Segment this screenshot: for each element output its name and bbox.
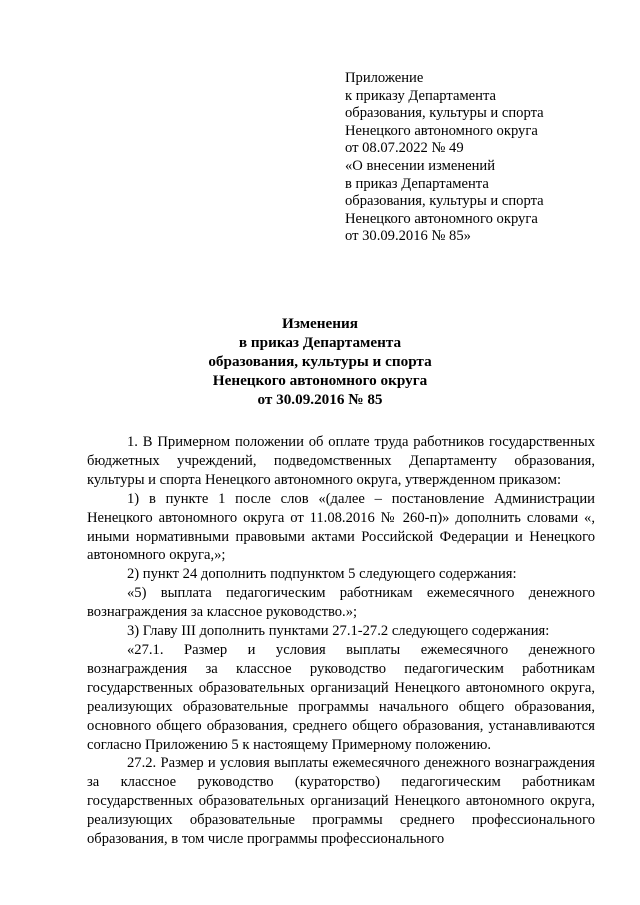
appendix-line: образования, культуры и спорта <box>345 193 544 210</box>
appendix-line: Приложение <box>345 70 424 86</box>
appendix-block <box>345 70 544 246</box>
title-line: Ненецкого автономного округа <box>212 372 428 389</box>
appendix-line: «О внесении изменений <box>345 157 496 174</box>
document-title <box>0 314 640 409</box>
paragraph: «27.1. Размер и условия выплаты ежемесячного денежного вознаграждения за классное руководство педагогическим работникам государственных образовательных организаций Ненецкого автономного округа, реализующих образовательные программы начального общего образования, основного общего образования, среднего общего образования, устанавливаются согласно Приложению 5 к настоящему Примерному положению. <box>87 641 595 753</box>
title-line: от 30.09.2016 № 85 <box>257 391 383 408</box>
paragraph: 2) пункт 24 дополнить подпунктом 5 следующего содержания: <box>127 566 517 583</box>
paragraph: «5) выплата педагогическим работникам ежемесячного денежного вознаграждения за классное руководство.»; <box>87 585 595 621</box>
document-body <box>87 433 595 849</box>
appendix-line: образования, культуры и спорта <box>345 105 544 122</box>
appendix-line: Ненецкого автономного округа <box>345 210 538 227</box>
appendix-line: от 30.09.2016 № 85» <box>345 228 471 245</box>
paragraph: 3) Главу III дополнить пунктами 27.1-27.2 следующего содержания: <box>127 623 550 640</box>
title-line: образования, культуры и спорта <box>208 353 432 370</box>
paragraph: 27.2. Размер и условия выплаты ежемесячного денежного вознаграждения за классное руководство (кураторство) педагогическим работникам государственных образовательных организаций Ненецкого автономного округа, реализующих образовательные программы среднего профессионального образования, в том числе программы профессионального <box>87 755 595 848</box>
appendix-line: Ненецкого автономного округа <box>345 122 538 139</box>
appendix-line: от 08.07.2022 № 49 <box>345 140 464 157</box>
title-line: Изменения <box>282 315 358 332</box>
title-line: в приказ Департамента <box>238 334 402 351</box>
appendix-line: к приказу Департамента <box>345 87 496 104</box>
paragraph: 1. В Примерном положении об оплате труда работников государственных бюджетных учреждений, подведомственных Департаменту образования, культуры и спорта Ненецкого автономного округа, утвержденном приказом: <box>87 434 595 488</box>
appendix-line: в приказ Департамента <box>345 175 489 192</box>
paragraph: 1) в пункте 1 после слов «(далее – постановление Администрации Ненецкого автономного округа от 11.08.2016 № 260-п)» дополнить словами «, иными нормативными правовыми актами Российской Федерации и Ненецкого автономного округа,»; <box>87 490 595 564</box>
